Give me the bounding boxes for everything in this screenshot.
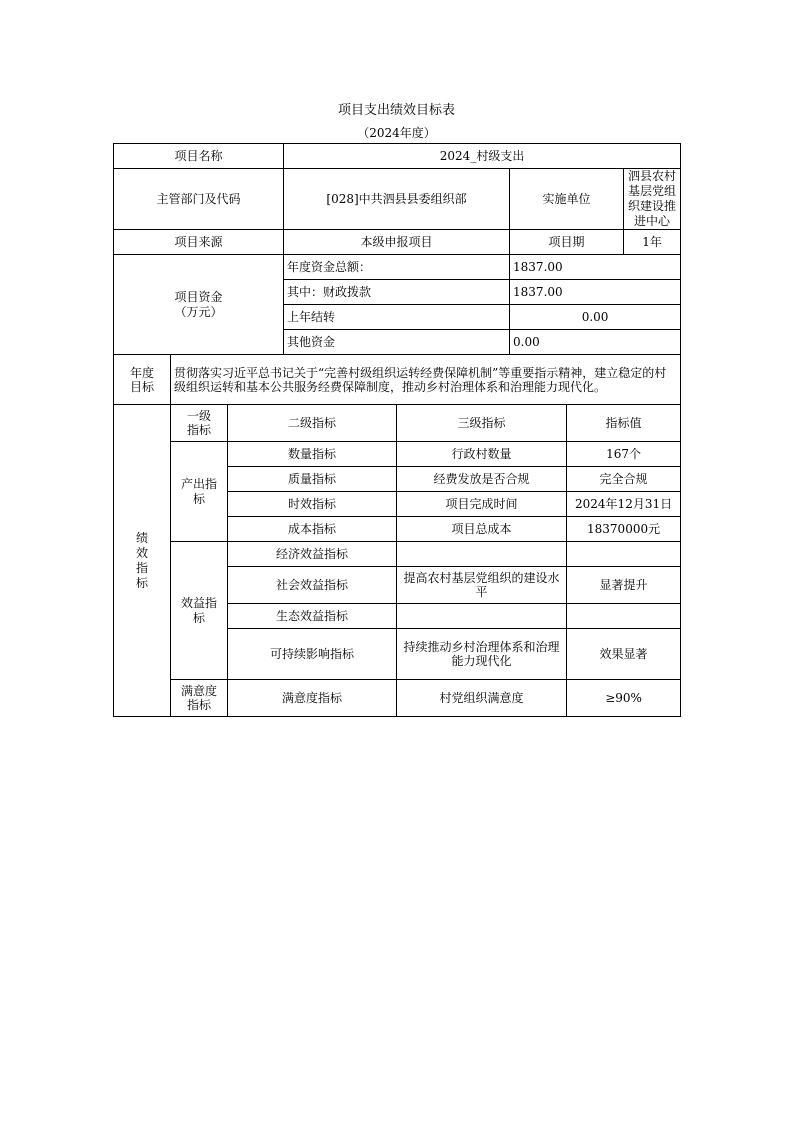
benefit-indicator-label: 效益指标	[171, 542, 228, 680]
output-level2: 成本指标	[228, 517, 397, 542]
output-value: 2024年12月31日	[567, 492, 681, 517]
benefit-level3: 提高农村基层党组织的建设水平	[397, 567, 567, 604]
output-level2: 时效指标	[228, 492, 397, 517]
row-project-name	[114, 144, 681, 169]
funds-fiscal-label: 其中：财政拨款	[284, 280, 510, 305]
output-level3: 项目完成时间	[397, 492, 567, 517]
output-value: 18370000元	[567, 517, 681, 542]
benefit-value	[567, 604, 681, 629]
satisfaction-value: ≥90%	[567, 680, 681, 717]
benefit-value	[567, 542, 681, 567]
table-row	[114, 442, 681, 467]
source-label: 项目来源	[114, 230, 284, 255]
output-value: 167个	[567, 442, 681, 467]
output-indicator-label: 产出指标	[171, 442, 228, 542]
page-subtitle: （2024年度）	[357, 126, 436, 140]
satisfaction-level3: 村党组织满意度	[397, 680, 567, 717]
page-title: 项目支出绩效目标表	[337, 103, 455, 118]
funds-total-label: 年度资金总额：	[284, 255, 510, 280]
row-annual-goal	[114, 355, 681, 405]
row-source	[114, 230, 681, 255]
output-level2: 数量指标	[228, 442, 397, 467]
funds-label: 项目资金 （万元）	[114, 255, 284, 355]
table-row	[114, 680, 681, 717]
indicators-section-label: 绩效指标	[114, 405, 171, 717]
funds-carryover-value: 0.00	[510, 305, 681, 330]
funds-total-value: 1837.00	[510, 255, 681, 280]
benefit-level2: 经济效益指标	[228, 542, 397, 567]
output-level3: 项目总成本	[397, 517, 567, 542]
header-value: 指标值	[567, 405, 681, 442]
table-row	[114, 542, 681, 567]
department-value: [028]中共泗县县委组织部	[284, 169, 510, 230]
period-value: 1年	[624, 230, 681, 255]
output-level3: 经费发放是否合规	[397, 467, 567, 492]
output-level3: 行政村数量	[397, 442, 567, 467]
project-name-value: 2024_村级支出	[284, 144, 681, 169]
benefit-level2: 社会效益指标	[228, 567, 397, 604]
benefit-level2: 生态效益指标	[228, 604, 397, 629]
performance-table	[113, 143, 681, 717]
output-value: 完全合规	[567, 467, 681, 492]
benefit-level3: 持续推动乡村治理体系和治理能力现代化	[397, 629, 567, 680]
row-indicator-headers	[114, 405, 681, 442]
project-name-label: 项目名称	[114, 144, 284, 169]
annual-goal-label: 年度目标	[114, 355, 171, 405]
satisfaction-indicator-label: 满意度指标	[171, 680, 228, 717]
header-level1: 一级指标	[171, 405, 228, 442]
output-level2: 质量指标	[228, 467, 397, 492]
satisfaction-level2: 满意度指标	[228, 680, 397, 717]
row-funds-total	[114, 255, 681, 280]
funds-carryover-label: 上年结转	[284, 305, 510, 330]
benefit-value: 效果显著	[567, 629, 681, 680]
impl-unit-label: 实施单位	[510, 169, 624, 230]
funds-fiscal-value: 1837.00	[510, 280, 681, 305]
funds-other-value: 0.00	[510, 330, 681, 355]
impl-unit-value: 泗县农村基层党组织建设推进中心	[624, 169, 681, 230]
period-label: 项目期	[510, 230, 624, 255]
benefit-level3	[397, 604, 567, 629]
header-level2: 二级指标	[228, 405, 397, 442]
source-value: 本级申报项目	[284, 230, 510, 255]
row-department	[114, 169, 681, 230]
benefit-level3	[397, 542, 567, 567]
funds-other-label: 其他资金	[284, 330, 510, 355]
department-label: 主管部门及代码	[114, 169, 284, 230]
annual-goal-text: 贯彻落实习近平总书记关于“完善村级组织运转经费保障机制”等重要指示精神，建立稳定的村级组织运转和基本公共服务经费保障制度，推动乡村治理体系和治理能力现代化。	[171, 355, 681, 405]
benefit-level2: 可持续影响指标	[228, 629, 397, 680]
benefit-value: 显著提升	[567, 567, 681, 604]
header-level3: 三级指标	[397, 405, 567, 442]
